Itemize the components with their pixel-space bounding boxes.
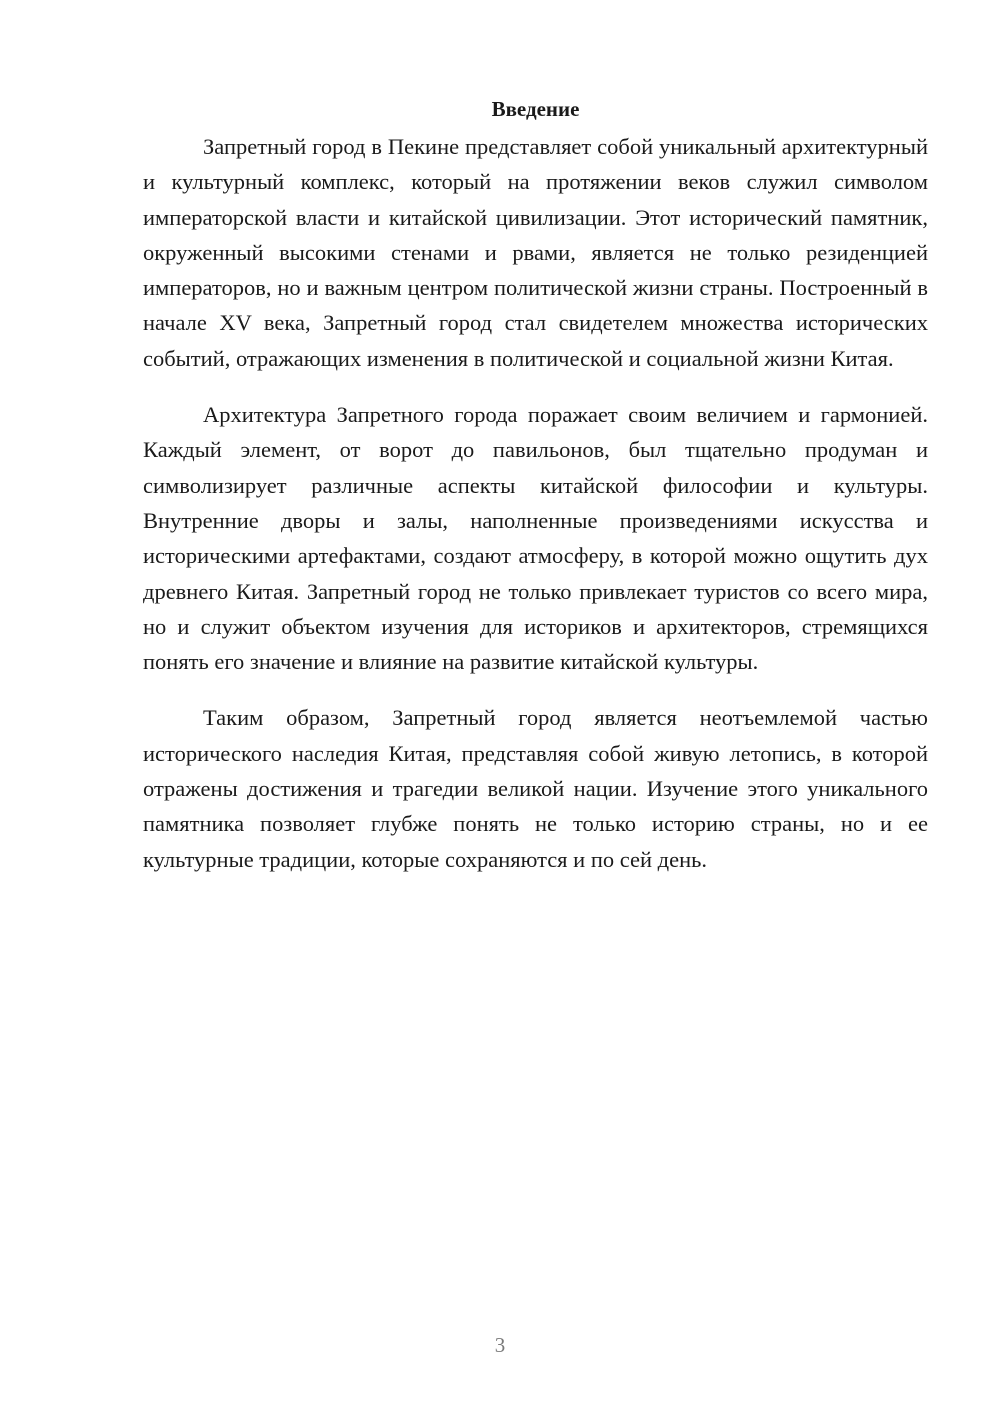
paragraph-1: Запретный город в Пекине представляет собой уникальный архитектурный и культурный комплекс, который на протяжении веков служил символом императорской власти и китайской цивилизации. Этот исторический памятник, окруженный высокими стенами и рвами, является не только резиденцией императоров, но и важным центром политической жизни страны. Построенный в начале XV века, Запретный город стал свидетелем множества исторических событий, отражающих изменения в политической и социальной жизни Китая. bbox=[143, 134, 928, 371]
page-number: 3 bbox=[494, 1333, 506, 1357]
page-content bbox=[143, 92, 928, 898]
section-heading: Введение bbox=[491, 97, 580, 121]
paragraph-3: Таким образом, Запретный город является неотъемлемой частью исторического наследия Китая, представляя собой живую летопись, в которой отражены достижения и трагедии великой нации. Изучение этого уникального памятника позволяет глубже понять не только историю страны, но и ее культурные традиции, которые сохраняются и по сей день. bbox=[143, 705, 928, 872]
paragraph-2: Архитектура Запретного города поражает своим величием и гармонией. Каждый элемент, от ворот до павильонов, был тщательно продуман и символизирует различные аспекты китайской философии и культуры. Внутренние дворы и залы, наполненные произведениями искусства и историческими артефактами, создают атмосферу, в которой можно ощутить дух древнего Китая. Запретный город не только привлекает туристов со всего мира, но и служит объектом изучения для историков и архитекторов, стремящихся понять его значение и влияние на развитие китайской культуры. bbox=[143, 402, 928, 675]
